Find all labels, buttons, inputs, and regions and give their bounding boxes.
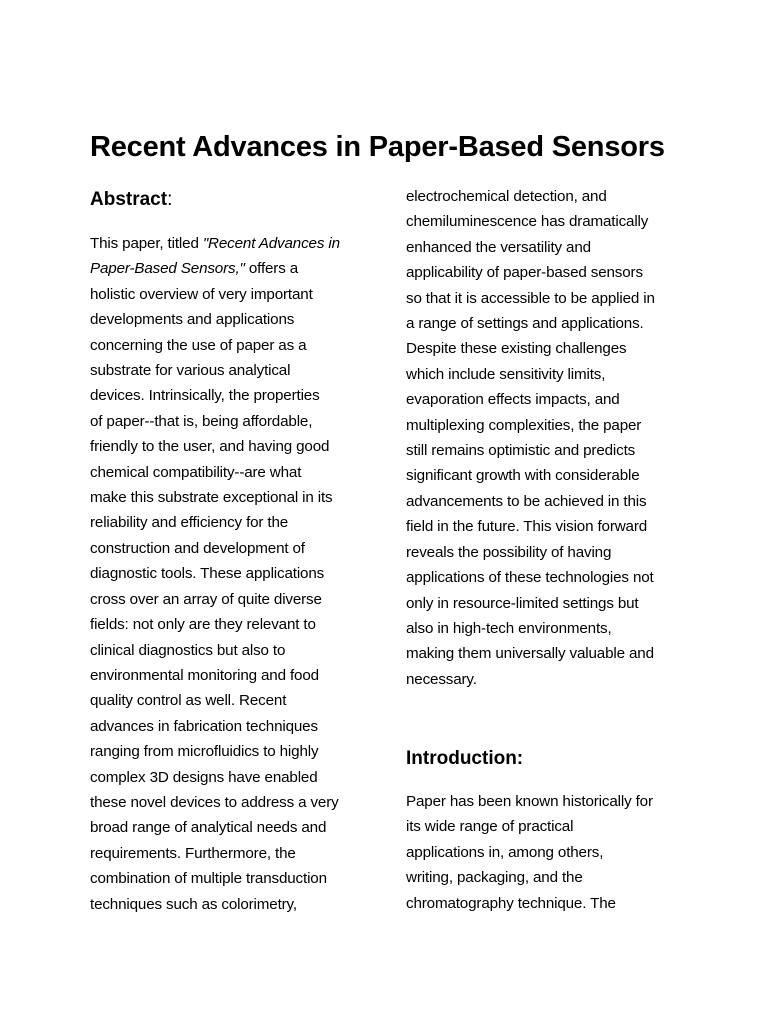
abstract-line: chemiluminescence has dramatically	[406, 213, 649, 231]
abstract-paragraph	[90, 231, 380, 917]
abstract-continuation	[406, 184, 696, 692]
abstract-heading-text: Abstract	[90, 189, 168, 210]
introduction-line: chromatography technique. The	[406, 894, 616, 912]
abstract-line: construction and development of	[90, 539, 305, 557]
abstract-line	[90, 231, 380, 256]
abstract-line: significant growth with considerable	[406, 467, 640, 485]
abstract-line: advancements to be achieved in this	[406, 492, 647, 510]
abstract-line: Despite these existing challenges	[406, 340, 627, 358]
paper-title-italic: "Recent Advances in	[202, 235, 340, 252]
abstract-line: field in the future. This vision forward	[406, 518, 648, 536]
abstract-line: making them universally valuable and	[406, 645, 654, 663]
abstract-line: environmental monitoring and food	[90, 666, 319, 684]
document-title: Recent Advances in Paper-Based Sensors	[90, 131, 665, 163]
abstract-line: electrochemical detection, and	[406, 188, 607, 205]
abstract-line: which include sensitivity limits,	[406, 365, 606, 383]
introduction-heading: Introduction:	[406, 748, 524, 769]
abstract-line: still remains optimistic and predicts	[406, 442, 636, 460]
abstract-line: combination of multiple transduction	[90, 870, 327, 888]
abstract-line: cross over an array of quite diverse	[90, 590, 322, 608]
abstract-line: fields: not only are they relevant to	[90, 616, 316, 634]
abstract-line: requirements. Furthermore, the	[90, 844, 296, 862]
abstract-intro-text: This paper, titled	[90, 235, 203, 252]
abstract-line: also in high-tech environments,	[406, 619, 612, 637]
abstract-line: devices. Intrinsically, the properties	[90, 387, 320, 405]
abstract-line: of paper--that is, being affordable,	[90, 412, 313, 430]
abstract-line: friendly to the user, and having good	[90, 438, 330, 456]
abstract-line: substrate for various analytical	[90, 362, 291, 380]
introduction-line: its wide range of practical	[406, 818, 574, 836]
abstract-line: necessary.	[406, 670, 477, 688]
abstract-line: holistic overview of very important	[90, 285, 313, 303]
abstract-line: concerning the use of paper as a	[90, 336, 307, 354]
abstract-line: advances in fabrication techniques	[90, 717, 318, 735]
introduction-line: Paper has been known historically for	[406, 793, 653, 810]
abstract-line: ranging from microfluidics to highly	[90, 743, 319, 761]
introduction-paragraph	[406, 789, 696, 916]
abstract-intro-text: offers a	[244, 260, 299, 278]
abstract-line: developments and applications	[90, 311, 295, 329]
abstract-line: evaporation effects impacts, and	[406, 391, 620, 409]
abstract-line: applications of these technologies not	[406, 569, 654, 587]
abstract-line: enhanced the versatility and	[406, 238, 591, 256]
abstract-line: so that it is accessible to be applied in	[406, 289, 655, 307]
abstract-line: a range of settings and applications.	[406, 315, 644, 333]
abstract-line: reliability and efficiency for the	[90, 514, 289, 532]
abstract-line: only in resource-limited settings but	[406, 594, 639, 612]
paper-title-italic: Paper-Based Sensors,"	[90, 260, 245, 278]
abstract-line: applicability of paper-based sensors	[406, 264, 643, 282]
abstract-heading	[90, 187, 172, 213]
abstract-line: make this substrate exceptional in its	[90, 489, 333, 507]
abstract-line: complex 3D designs have enabled	[90, 768, 318, 786]
abstract-line: broad range of analytical needs and	[90, 819, 327, 837]
abstract-line: multiplexing complexities, the paper	[406, 416, 642, 434]
abstract-line	[90, 256, 380, 281]
abstract-line: quality control as well. Recent	[90, 692, 287, 710]
abstract-heading-colon: :	[167, 189, 173, 210]
abstract-line: these novel devices to address a very	[90, 793, 339, 811]
abstract-line: reveals the possibility of having	[406, 543, 612, 561]
introduction-line: applications in, among others,	[406, 843, 604, 861]
introduction-line: writing, packaging, and the	[406, 869, 583, 887]
abstract-line: diagnostic tools. These applications	[90, 565, 325, 583]
abstract-line: chemical compatibility--are what	[90, 463, 302, 481]
abstract-line: techniques such as colorimetry,	[90, 895, 297, 913]
abstract-line: clinical diagnostics but also to	[90, 641, 286, 659]
